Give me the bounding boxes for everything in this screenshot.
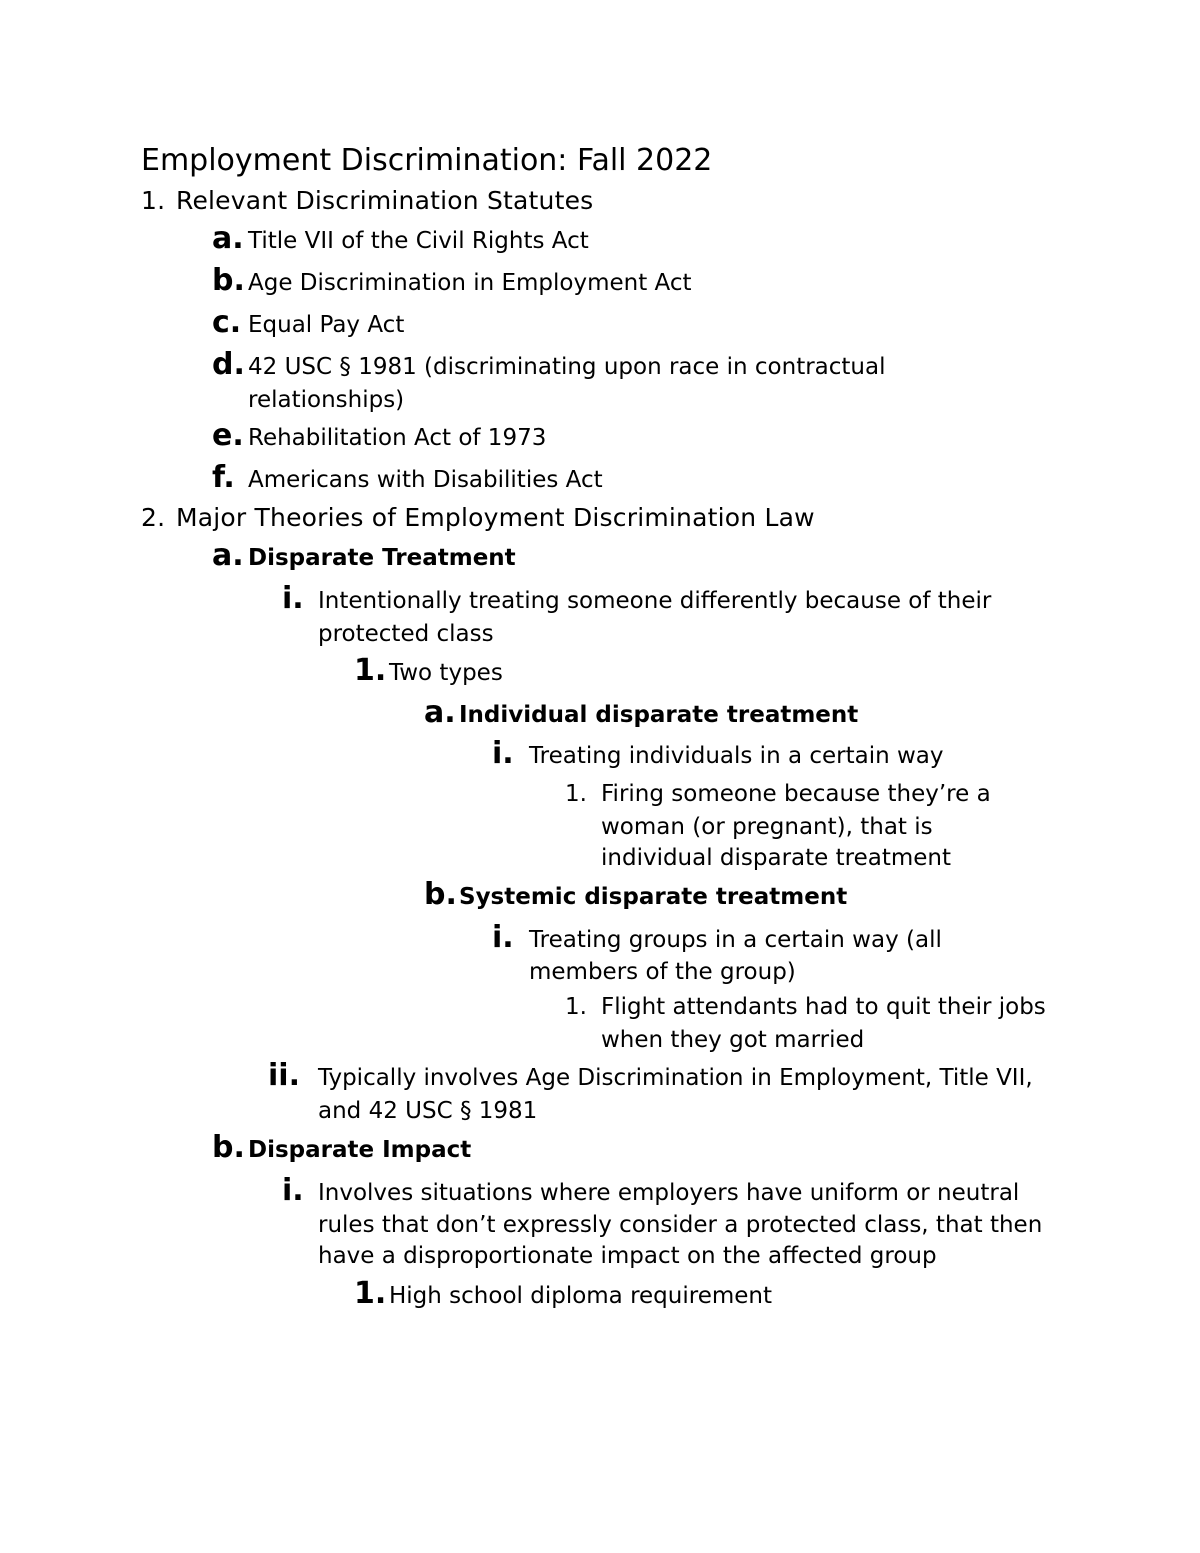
section-1-heading: Relevant Discrimination Statutes — [176, 186, 594, 215]
section-2-heading: Major Theories of Employment Discrimination Law — [176, 503, 815, 532]
list-item: Involves situations where employers have uniform or neutral — [318, 1180, 1020, 1206]
list-marker: b. — [424, 877, 457, 912]
list-item-continuation: members of the group) — [529, 959, 796, 985]
subheading-disparate-treatment: Disparate Treatment — [248, 545, 516, 571]
list-marker: i. — [282, 581, 304, 616]
list-marker: i. — [282, 1173, 304, 1208]
list-item: Treating individuals in a certain way — [529, 743, 944, 769]
list-item-continuation: have a disproportionate impact on the affected group — [318, 1243, 937, 1269]
list-item-continuation: and 42 USC § 1981 — [318, 1098, 538, 1124]
list-item: Typically involves Age Discrimination in Employment, Title VII, — [318, 1065, 1033, 1091]
list-item: Equal Pay Act — [248, 312, 405, 338]
list-item: Americans with Disabilities Act — [248, 467, 603, 493]
document-title: Employment Discrimination: Fall 2022 — [141, 143, 713, 178]
list-item: Flight attendants had to quit their jobs — [601, 994, 1046, 1020]
list-marker: ii. — [268, 1058, 300, 1093]
list-marker: f. — [212, 460, 235, 495]
list-marker: c. — [212, 305, 242, 340]
subheading-disparate-impact: Disparate Impact — [248, 1137, 472, 1163]
subheading-systemic: Systemic disparate treatment — [459, 884, 848, 910]
list-marker: i. — [492, 920, 514, 955]
list-marker: b. — [212, 1130, 245, 1165]
list-marker: d. — [212, 347, 245, 382]
list-marker: b. — [212, 263, 245, 298]
list-item-continuation: relationships) — [248, 387, 405, 413]
list-marker: a. — [424, 695, 456, 730]
section-2-marker: 2. — [141, 503, 166, 532]
list-marker: 1. — [354, 653, 387, 688]
list-marker: e. — [212, 418, 244, 453]
list-item-continuation: when they got married — [601, 1027, 865, 1053]
list-marker: 1. — [565, 994, 587, 1020]
list-marker: a. — [212, 538, 244, 573]
list-marker: 1. — [565, 781, 587, 807]
list-marker: i. — [492, 736, 514, 771]
subheading-individual: Individual disparate treatment — [459, 702, 859, 728]
list-item-continuation: individual disparate treatment — [601, 845, 952, 871]
list-item: Firing someone because they’re a — [601, 781, 991, 807]
list-marker: 1. — [354, 1276, 387, 1311]
list-item-continuation: protected class — [318, 621, 494, 647]
list-item: Two types — [389, 660, 503, 686]
list-item: 42 USC § 1981 (discriminating upon race in contractual — [248, 354, 886, 380]
section-1-marker: 1. — [141, 186, 166, 215]
list-item: Title VII of the Civil Rights Act — [248, 228, 589, 254]
list-item: Intentionally treating someone differently because of their — [318, 588, 992, 614]
list-item: Age Discrimination in Employment Act — [248, 270, 692, 296]
list-item: Rehabilitation Act of 1973 — [248, 425, 547, 451]
list-item-continuation: woman (or pregnant), that is — [601, 814, 933, 840]
list-item: Treating groups in a certain way (all — [529, 927, 942, 953]
list-item-continuation: rules that don’t expressly consider a protected class, that then — [318, 1212, 1043, 1238]
list-item: High school diploma requirement — [389, 1283, 773, 1309]
list-marker: a. — [212, 221, 244, 256]
